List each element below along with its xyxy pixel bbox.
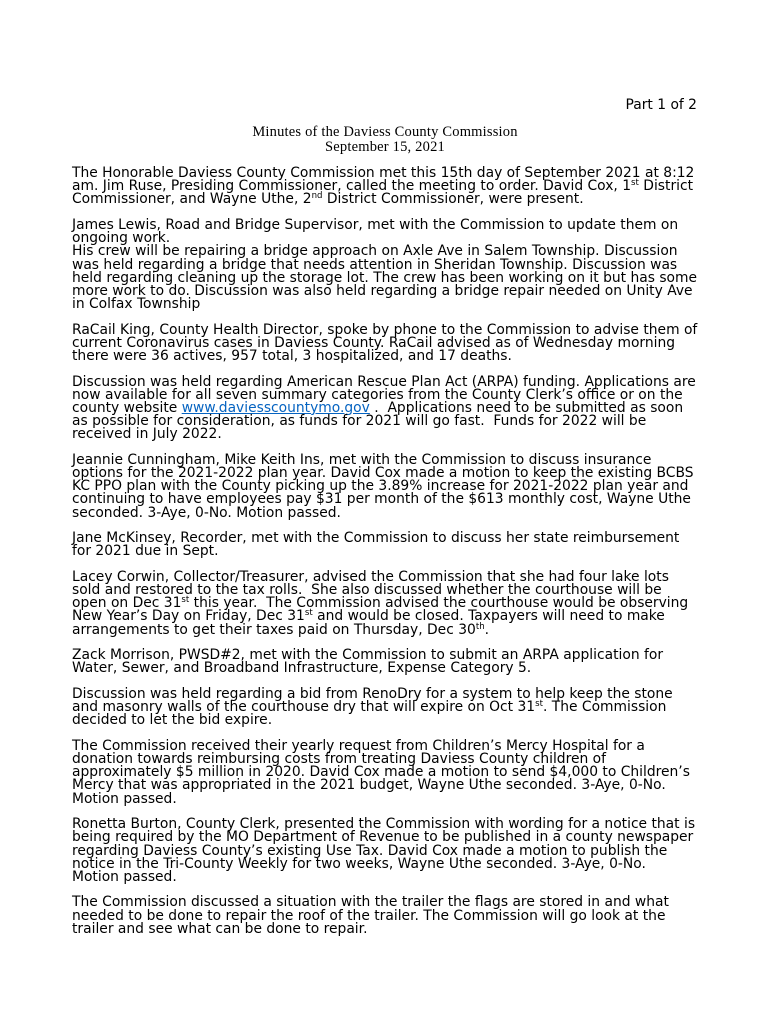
paragraph-line: continuing to have employees pay $31 per month of the $613 monthly cost, Wayne Uthe	[72, 491, 691, 508]
paragraph-line: The Honorable Daviess County Commission met this 15th day of September 2021 at 8:12	[72, 165, 695, 181]
line-text-segment: and masonry walls of the courthouse dry that will expire on Oct 31	[72, 699, 536, 716]
ordinal-suffix: st	[535, 699, 543, 710]
paragraph-health-update	[72, 321, 732, 365]
paragraph-pwsd-application	[72, 649, 732, 675]
ordinal-suffix: th	[475, 621, 485, 632]
paragraph-line: Discussion was held regarding a bid from RenoDry for a system to help keep the stone	[72, 685, 673, 702]
paragraph-line: held regarding cleaning up the storage lot. The crew has been working on it but has some	[72, 269, 698, 286]
paragraph-trailer-repair	[72, 896, 732, 936]
paragraph-line: ongoing work.	[72, 230, 171, 247]
paragraph-line: sold and restored to the tax rolls. She also discussed whether the courthouse will be	[72, 582, 662, 599]
ordinal-suffix: st	[181, 595, 190, 606]
line-text-segment: District	[638, 178, 694, 195]
line-text-segment: this year. The Commission advised the courthouse would be observing	[189, 595, 689, 612]
ordinal-suffix: st	[304, 608, 313, 619]
line-text-segment: District Commissioner, were present.	[322, 191, 584, 208]
paragraph-road-and-bridge	[72, 216, 732, 313]
paragraph-renodry-bid	[72, 685, 732, 729]
paragraph-line: His crew will be repairing a bridge approach on Axle Ave in Salem Township. Discussion	[72, 243, 678, 260]
paragraph-line: in Colfax Township	[72, 296, 201, 313]
paragraph-line	[72, 193, 732, 206]
paragraph-line: regarding Daviess County’s existing Use Tax. David Cox made a motion to publish the	[72, 842, 668, 859]
paragraph-line: needed to be done to repair the roof of the trailer. The Commission will go look at the	[72, 907, 666, 924]
paragraph-line: Jane McKinsey, Recorder, met with the Commission to discuss her state reimbursement	[72, 530, 680, 547]
paragraph-line: Jeannie Cunningham, Mike Keith Ins, met with the Commission to discuss insurance	[72, 451, 652, 468]
line-text-segment: am. Jim Ruse, Presiding Commissioner, called the meeting to order. David Cox, 1	[72, 178, 632, 195]
line-text-segment: county website	[72, 399, 182, 416]
paragraph-line: more work to do. Discussion was also held regarding a bridge repair needed on Unity Ave	[72, 282, 693, 299]
paragraph-line: James Lewis, Road and Bridge Supervisor, met with the Commission to update them on	[72, 216, 679, 233]
line-text-segment: . The Commission	[542, 699, 667, 716]
paragraph-line: trailer and see what can be done to repair.	[72, 920, 368, 937]
ordinal-suffix: st	[631, 178, 639, 189]
line-text-segment: open on Dec 31	[72, 595, 182, 612]
paragraph-line: Ronetta Burton, County Clerk, presented the Commission with wording for a notice that is	[72, 816, 696, 833]
line-text-segment: New Year’s Day on Friday, Dec 31	[72, 608, 305, 625]
paragraph-line: Lacey Corwin, Collector/Treasurer, advised the Commission that she had four lake lots	[72, 568, 669, 585]
paragraph-line: current Coronavirus cases in Daviess County. RaCail advised as of Wednesday morning	[72, 334, 676, 351]
paragraph-use-tax-notice	[72, 818, 732, 884]
paragraph-line: decided to let the bid expire.	[72, 712, 273, 729]
paragraph-line: received in July 2022.	[72, 426, 222, 443]
paragraph-arpa-funding	[72, 373, 732, 443]
paragraph-line: was held regarding a bridge that needs attention in Sheridan Township. Discussion was	[72, 256, 678, 273]
paragraph-line: seconded. 3-Aye, 0-No. Motion passed.	[72, 504, 341, 521]
paragraph-insurance	[72, 451, 732, 521]
paragraph-line: Motion passed.	[72, 790, 177, 807]
paragraph-line: Mercy that was appropriated in the 2021 budget, Wayne Uthe seconded. 3-Aye, 0-No.	[72, 777, 666, 794]
paragraph-call-to-order	[72, 167, 732, 207]
paragraph-line: approximately $5 million in 2020. David Cox made a motion to send $4,000 to Children’s	[72, 764, 690, 781]
paragraph-line: Water, Sewer, and Broadband Infrastructure, Expense Category 5.	[72, 660, 532, 677]
line-text-segment: . Applications need to be submitted as soon	[369, 399, 684, 416]
document-title	[0, 125, 770, 155]
paragraph-line: The Commission discussed a situation with the trailer the flags are stored in and what	[72, 894, 669, 911]
line-text-segment: arrangements to get their taxes paid on Thursday, Dec 30	[72, 621, 476, 638]
minutes-body	[72, 167, 732, 948]
paragraph-line: The Commission received their yearly request from Children’s Mercy Hospital for a	[72, 737, 645, 754]
paragraph-line: Discussion was held regarding American Rescue Plan Act (ARPA) funding. Applications are	[72, 373, 696, 390]
paragraph-line: RaCail King, County Health Director, spoke by phone to the Commission to advise them of	[72, 321, 698, 338]
paragraph-line: options for the 2021-2022 plan year. David Cox made a motion to keep the existing BCBS	[72, 465, 694, 482]
paragraph-line: Motion passed.	[72, 868, 177, 885]
paragraph-childrens-mercy	[72, 737, 732, 807]
paragraph-line: KC PPO plan with the County picking up the 3.89% increase for 2021-2022 plan year and	[72, 478, 689, 495]
paragraph-recorder	[72, 532, 732, 558]
page-indicator: Part 1 of 2	[625, 97, 697, 113]
line-text-segment: Commissioner, and Wayne Uthe, 2	[72, 191, 312, 208]
title-heading: Minutes of the Daviess County Commission	[252, 124, 518, 140]
paragraph-line: now available for all seven summary categories from the County Clerk’s office or on the	[72, 386, 683, 403]
meeting-date: September 15, 2021	[325, 139, 445, 155]
paragraph-line: donation towards reimbursing costs from treating Daviess County children of	[72, 750, 607, 767]
paragraph-line: as possible for consideration, as funds for 2021 will go fast. Funds for 2022 will be	[72, 413, 647, 430]
paragraph-line	[72, 621, 732, 638]
paragraph-line: Zack Morrison, PWSD#2, met with the Commission to submit an ARPA application for	[72, 647, 664, 664]
paragraph-line: notice in the Tri-County Weekly for two weeks, Wayne Uthe seconded. 3-Aye, 0-No.	[72, 855, 646, 872]
paragraph-line: being required by the MO Department of Revenue to be published in a county newspaper	[72, 829, 694, 846]
line-text-segment: and would be closed. Taxpayers will need to make	[312, 608, 665, 625]
county-website-link[interactable]: www.daviesscountymo.gov	[181, 399, 370, 416]
ordinal-suffix: nd	[311, 191, 323, 202]
paragraph-line: there were 36 actives, 957 total, 3 hospitalized, and 17 deaths.	[72, 348, 512, 365]
paragraph-collector-treasurer	[72, 568, 732, 638]
line-text-segment: .	[484, 621, 490, 638]
paragraph-line: for 2021 due in Sept.	[72, 543, 219, 560]
